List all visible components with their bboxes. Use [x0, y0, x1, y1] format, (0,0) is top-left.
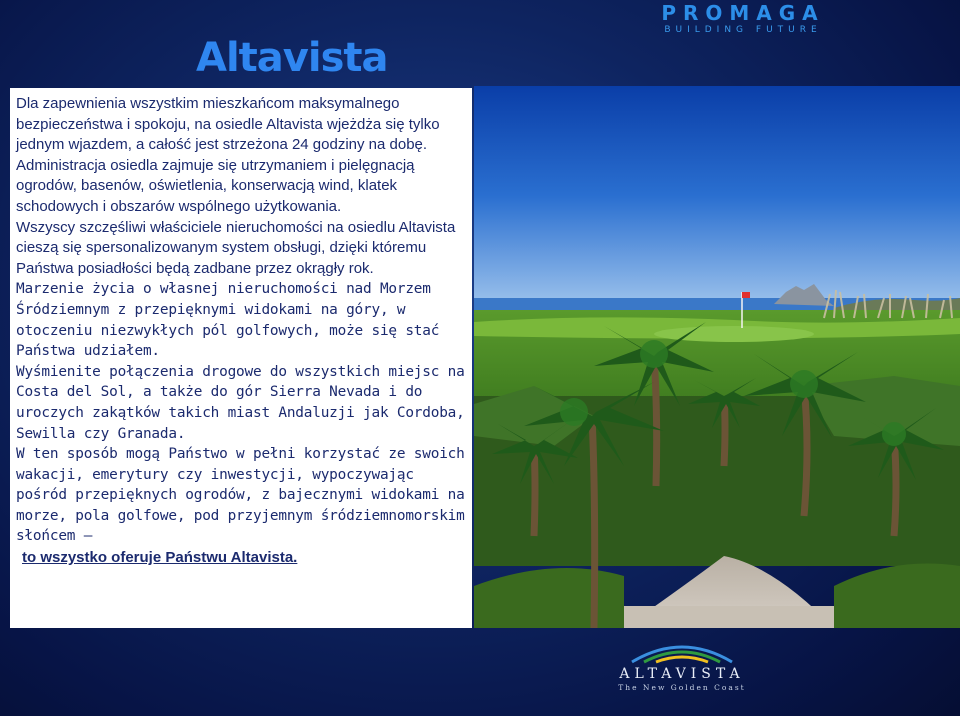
altavista-logo: [602, 640, 762, 694]
paragraph-vacation: W ten sposób mogą Państwo w pełni korzystać ze swoich wakacji, emerytury czy inwestycji, wypoczywając pośród przepięknych ogrodów, z bajecznymi widokami na morze, pola golfowe, pod przyjemnym śródziemnomorskim słońcem –: [16, 446, 465, 545]
paragraph-dream: Marzenie życia o własnej nieruchomości nad Morzem Śródziemnym z przepięknymi widokami na góry, w otoczeniu niezwykłych pól golfowych, może się stać Państwa udziałem.: [16, 281, 440, 360]
closing-text: to wszystko oferuje Państwu Altavista.: [22, 549, 298, 567]
paragraph-connections: Wyśmienite połączenia drogowe do wszystkich miejsc na Costa del Sol, a także do gór Sierra Nevada i do uroczych zakątków takich miast Andaluzji jak Cordoba, Sewilla czy Granada.: [16, 363, 465, 442]
brand-name: PROMAGA: [661, 1, 825, 25]
promaga-logo: [648, 2, 838, 36]
golf-course-photo: [474, 86, 960, 628]
paragraph-security: Dla zapewnienia wszystkim mieszkańcom maksymalnego bezpieczeństwa i spokoju, na osiedle Altavista wjeżdża się tylko jednym wjazdem, a całość jest strzeżona 24 godziny na dobę.: [16, 95, 440, 154]
logo-name: ALTAVISTA: [619, 666, 745, 682]
altavista-emblem-icon: [630, 640, 734, 664]
brand-tagline: BUILDING FUTURE: [664, 25, 822, 35]
paragraph-administration: Administracja osiedla zajmuje się utrzymaniem i pielęgnacją ogrodów, basenów, oświetlenia, konserwacją wind, klatek schodowych i obszarów wspólnego użytkowania.: [16, 156, 415, 215]
page-title: Altavista: [196, 35, 388, 81]
description-text-box: [10, 88, 472, 628]
paragraph-owners: Wszyscy szczęśliwi właściciele nieruchomości na osiedlu Altavista cieszą się spersonalizowanym system obsługi, dzięki któremu Państwa posiadłości będą zadbane przez okrągły rok.: [16, 218, 456, 277]
logo-tagline: The New Golden Coast: [618, 683, 746, 692]
closing-line: [16, 547, 466, 568]
